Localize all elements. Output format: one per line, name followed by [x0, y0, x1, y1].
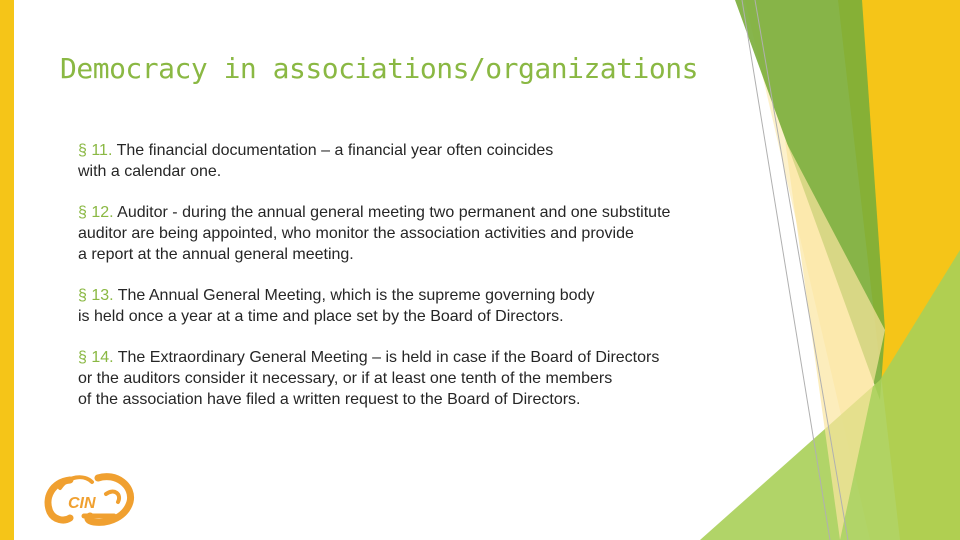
- section-number: § 13.: [78, 287, 114, 304]
- section-number: § 11.: [78, 142, 113, 159]
- paragraph-text: The financial documentation – a financial year often coincides with a calendar one.: [78, 142, 554, 180]
- paragraph-section-14: [78, 347, 758, 410]
- logo-text: CIN: [68, 495, 96, 512]
- section-number: § 14.: [78, 349, 114, 366]
- paragraph-section-12: [78, 202, 758, 265]
- slide-body: [78, 140, 758, 430]
- paragraph-text: The Extraordinary General Meeting – is held in case if the Board of Directors or the auditors consider it necessary, or if at least one tenth of the members of the association have filed a written request to the Board of Directors.: [78, 349, 660, 408]
- cin-logo-icon: [40, 468, 140, 528]
- section-number: § 12.: [78, 204, 114, 221]
- paragraph-text: Auditor - during the annual general meeting two permanent and one substitute auditor are being appointed, who monitor the association activities and provide a report at the annual general meeting.: [78, 204, 671, 263]
- paragraph-section-13: [78, 285, 758, 327]
- paragraph-text: The Annual General Meeting, which is the supreme governing body is held once a year at a time and place set by the Board of Directors.: [78, 287, 595, 325]
- paragraph-section-11: [78, 140, 758, 182]
- slide-title: Democracy in associations/organizations: [60, 52, 698, 85]
